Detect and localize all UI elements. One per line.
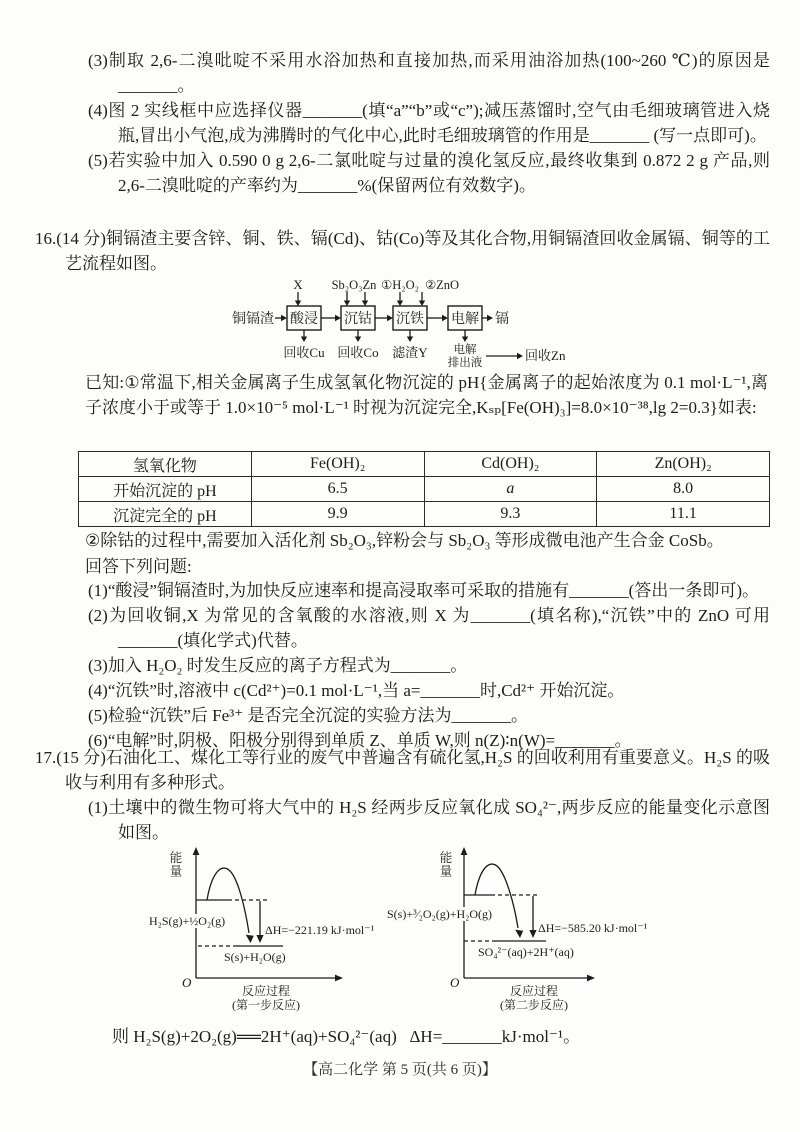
hydroxide-ph-table-wrap — [78, 451, 770, 527]
cell-value: 9.3 — [424, 502, 597, 527]
col-header: Fe(OH)₂ — [251, 452, 424, 477]
flow-electrolyte-line1: 电解 — [453, 344, 477, 356]
flow-out-co: 回收Co — [337, 345, 379, 360]
flow-box-label: 酸浸 — [290, 312, 318, 327]
question-item: (1)土壤中的微生物可将大气中的 H₂S 经两步反应氧化成 SO₄²⁻,两步反应的能量变化示意图如图。 — [88, 798, 770, 842]
flow-feed-x: X — [293, 277, 303, 292]
question-item: (1)“酸浸”铜镉渣时,为加快反应速率和提高浸取率可采取的措施有_______(答出一条即可)。 — [88, 581, 759, 600]
row-label: 开始沉淀的 pH — [79, 477, 252, 502]
q17-intro: 17.(15 分)石油化工、煤化工等行业的废气中普遍含有硫化氢,H₂S 的回收利用有重要意义。H₂S 的吸收与利用有多种形式。 — [35, 748, 770, 792]
products-label: SO₄²⁻(aq)+2H⁺(aq) — [478, 945, 574, 959]
question-item: (3)加入 H₂O₂ 时发生反应的离子方程式为_______。 — [88, 656, 468, 675]
table-header-row — [79, 452, 770, 477]
q17-intro-block — [35, 745, 770, 795]
flow-out-cu: 回收Cu — [283, 345, 325, 360]
col-header: Cd(OH)₂ — [424, 452, 597, 477]
origin-label: O — [450, 975, 460, 990]
cell-value: a — [424, 477, 597, 502]
x-axis-label: 反应过程 — [241, 984, 290, 998]
known-text: 已知:①常温下,相关金属离子生成氢氧化物沉淀的 pH{金属离子的起始浓度为 0.1 mol·L⁻¹,离子浓度小于或等于 1.0×10⁻⁵ mol·L⁻¹ 时视为沉淀完全,Kₛₚ[Fe(OH)₃]=8.0×10⁻³⁸,lg 2=0.3}如表: — [85, 373, 768, 417]
flow-feed-zno: ②ZnO — [424, 278, 460, 292]
answer-prompt: 回答下列问题: — [85, 557, 192, 576]
cell-value: 9.9 — [251, 502, 424, 527]
origin-label: O — [182, 975, 192, 990]
question-item: (3)制取 2,6-二溴吡啶不采用水浴加热和直接加热,而采用油浴加热(100~260 ℃)的原因是_______。 — [88, 51, 770, 95]
cell-value: 8.0 — [597, 477, 770, 502]
q16-subquestions — [88, 578, 770, 753]
q16-note-block — [85, 528, 770, 580]
products-label: S(s)+H₂O(g) — [224, 950, 286, 964]
x-axis-sublabel: (第二步反应) — [500, 998, 568, 1012]
question-item: (5)检验“沉铁”后 Fe³⁺ 是否完全沉淀的实验方法为_______。 — [88, 706, 528, 725]
question-item: (5)若实验中加入 0.590 0 g 2,6-二氯吡啶与过量的溴化氢反应,最终收集到 0.872 2 g 产品,则 2,6-二溴吡啶的产率约为_______%(保留两位有效数字)。 — [88, 151, 770, 195]
flow-box-label: 沉钴 — [344, 312, 372, 327]
flow-box-label: 沉铁 — [396, 312, 424, 327]
question-item: (6)“电解”时,阴极、阳极分别得到单质 Z、单质 W,则 n(Z)∶n(W)=_______。 — [88, 731, 632, 750]
cell-value: 11.1 — [597, 502, 770, 527]
flow-input-label: 铜镉渣 — [232, 312, 274, 327]
process-flowchart — [232, 276, 582, 372]
flow-down-arrow-icons — [301, 330, 468, 342]
energy-diagram-step2 — [386, 843, 686, 1015]
delta-h-label: ΔH=−585.20 kJ·mol⁻¹ — [538, 921, 648, 935]
col-header: Zn(OH)₂ — [597, 452, 770, 477]
q17-sub1-block — [88, 795, 770, 845]
table-row — [79, 502, 770, 527]
cell-value: 6.5 — [251, 477, 424, 502]
y-axis-label: 能量 — [438, 851, 452, 878]
flow-electrolyte-line2: 排出液 — [447, 357, 483, 369]
row-label: 沉淀完全的 pH — [79, 502, 252, 527]
q16-intro: 16.(14 分)铜镉渣主要含锌、铜、铁、镉(Cd)、钴(Co)等及其化合物,用铜镉渣回收金属镉、铜等的工艺流程如图。 — [35, 229, 770, 273]
question-item: (4)图 2 实线框中应选择仪器_______(填“a”“b”或“c”);减压蒸馏时,空气由毛细玻璃管进入烧瓶,冒出小气泡,成为沸腾时的气化中心,此时毛细玻璃管的作用是_______ (写一点即可)。 — [88, 101, 770, 145]
question-item: (2)为回收铜,X 为常见的含氧酸的水溶液,则 X 为_______(填名称),“沉铁”中的 ZnO 可用_______(填化学式)代替。 — [88, 606, 770, 650]
flow-box-label: 电解 — [451, 312, 479, 327]
thermochemical-equation: 则 H₂S(g)+2O₂(g)══2H⁺(aq)+SO₄²⁻(aq) ΔH=_______kJ·mol⁻¹。 — [112, 1027, 581, 1046]
flow-feed-h2o2: ①H₂O₂ — [381, 278, 419, 292]
energy-diagram-step1 — [148, 843, 393, 1015]
page-footer: 【高二化学 第 5 页(共 6 页)】 — [303, 1062, 497, 1078]
flow-residue-y: 滤渣Y — [392, 345, 428, 360]
flow-out-zn: 回收Zn — [525, 348, 566, 363]
delta-h-label: ΔH=−221.19 kJ·mol⁻¹ — [265, 923, 375, 937]
hydroxide-ph-table — [78, 451, 770, 527]
note2-text: ②除钴的过程中,需要加入活化剂 Sb₂O₃,锌粉会与 Sb₂O₃ 等形成微电池产生合金 CoSb。 — [85, 531, 724, 550]
feed-arrow-icons — [295, 292, 425, 306]
reactants-label: S(s)+³⁄₂O₂(g)+H₂O(g) — [387, 907, 493, 921]
q16-intro-block — [35, 226, 770, 276]
flow-zn-arrow-icon — [486, 353, 523, 359]
q16-known-block — [85, 370, 768, 420]
top-questions — [88, 48, 770, 198]
reactants-label: H₂S(g)+½O₂(g) — [149, 914, 226, 928]
x-axis-label: 反应过程 — [509, 984, 558, 998]
x-axis-sublabel: (第一步反应) — [232, 998, 300, 1012]
flow-feed-sb2o3-zn: Sb₂O₃Zn — [331, 278, 377, 292]
table-row — [79, 477, 770, 502]
y-axis-label: 能量 — [168, 851, 182, 878]
question-item: (4)“沉铁”时,溶液中 c(Cd²⁺)=0.1 mol·L⁻¹,当 a=_______时,Cd²⁺ 开始沉淀。 — [88, 681, 625, 700]
col-header: 氢氧化物 — [79, 452, 252, 477]
flow-output-label: 镉 — [495, 312, 509, 327]
